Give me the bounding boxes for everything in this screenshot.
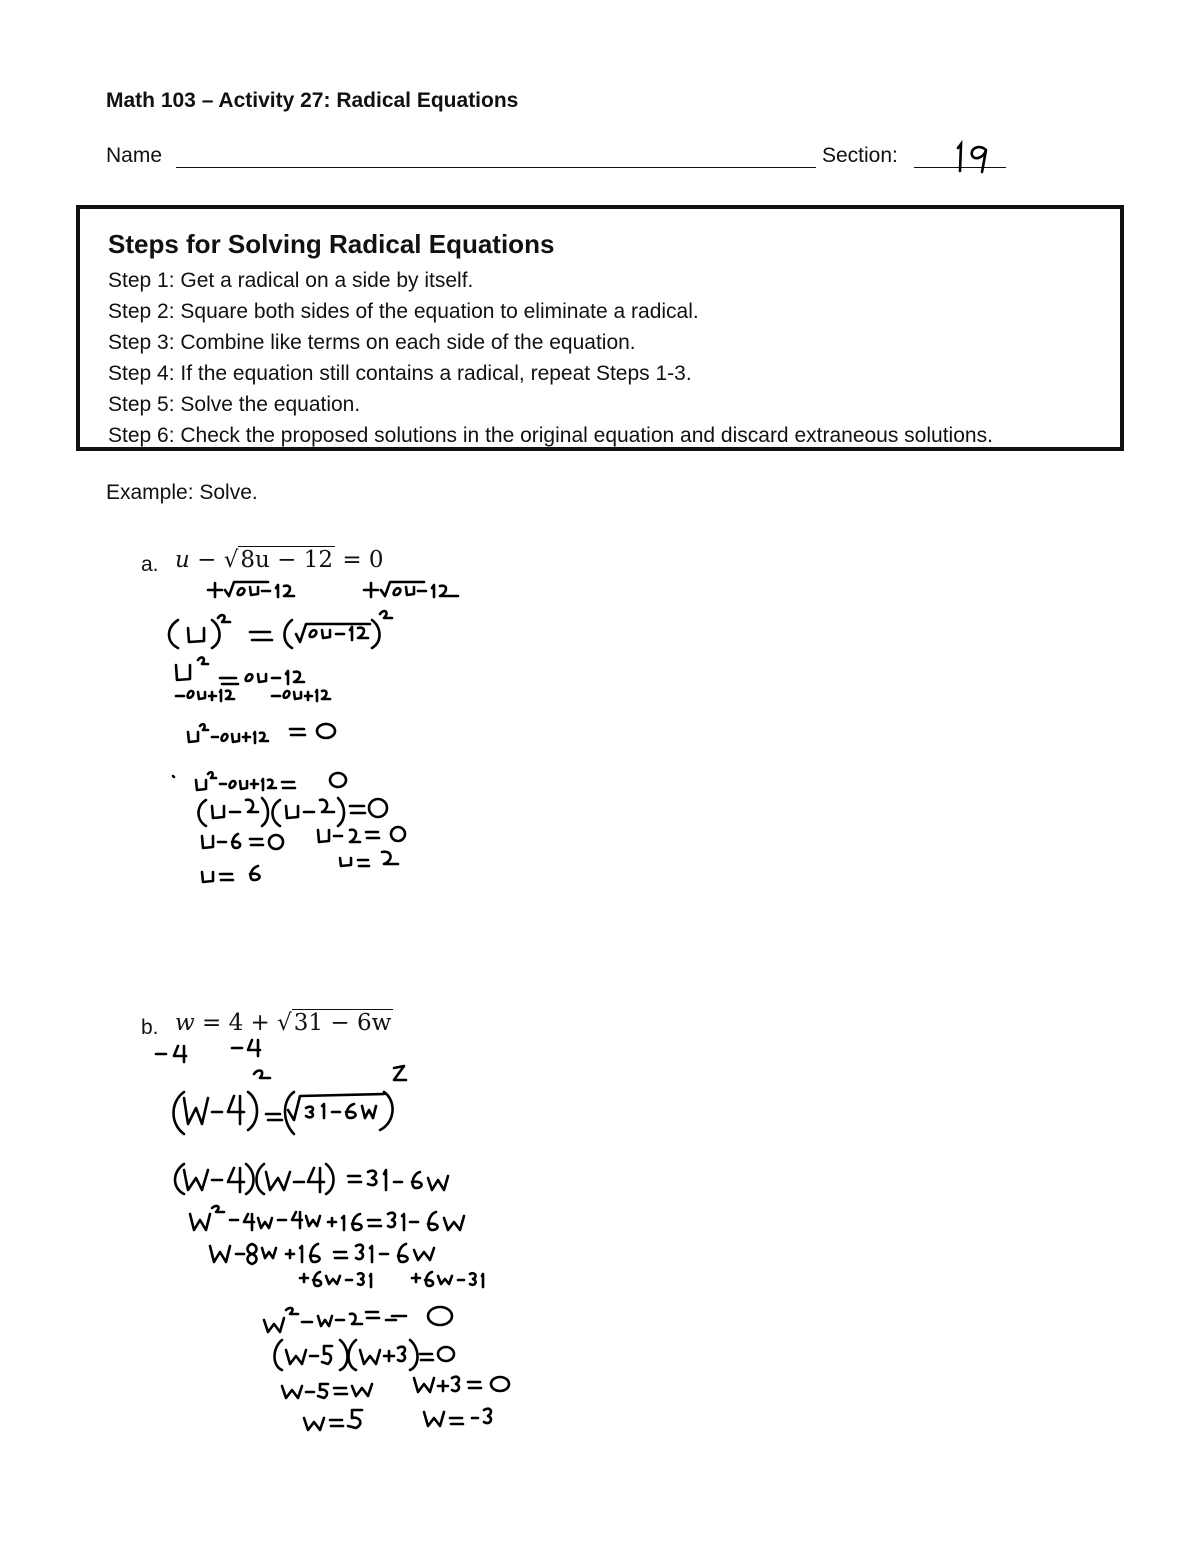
step-5: Step 5: Solve the equation. — [108, 393, 361, 416]
problem-a-equation: u − √8u − 12 = 0 — [175, 547, 384, 573]
step-3: Step 3: Combine like terms on each side of the equation. — [108, 331, 636, 354]
problem-a-letter: a. — [141, 553, 159, 576]
step-2: Step 2: Square both sides of the equation to eliminate a radical. — [108, 300, 699, 323]
steps-box-title: Steps for Solving Radical Equations — [108, 229, 555, 259]
name-label: Name — [106, 144, 163, 167]
problem-b-equation: w = 4 + √31 − 6w — [175, 1010, 392, 1036]
example-label: Example: Solve. — [106, 481, 258, 504]
section-label: Section: — [822, 144, 898, 167]
problem-a-variable: u — [175, 547, 190, 573]
problem-b-letter: b. — [141, 1016, 159, 1039]
step-6: Step 6: Check the proposed solutions in the original equation and discard extraneous solutions. — [108, 424, 993, 447]
problem-a-radicand: 8u − 12 — [240, 547, 333, 573]
problem-a-rhs: = 0 — [342, 547, 384, 573]
problem-b-variable: w — [175, 1010, 195, 1036]
step-1: Step 1: Get a radical on a side by itself. — [108, 269, 474, 292]
problem-b-rhs: = 4 + — [202, 1010, 270, 1036]
problem-b-radicand: 31 − 6w — [293, 1010, 392, 1036]
page-title: Math 103 – Activity 27: Radical Equations — [106, 89, 519, 112]
step-4: Step 4: If the equation still contains a radical, repeat Steps 1-3. — [108, 362, 692, 385]
